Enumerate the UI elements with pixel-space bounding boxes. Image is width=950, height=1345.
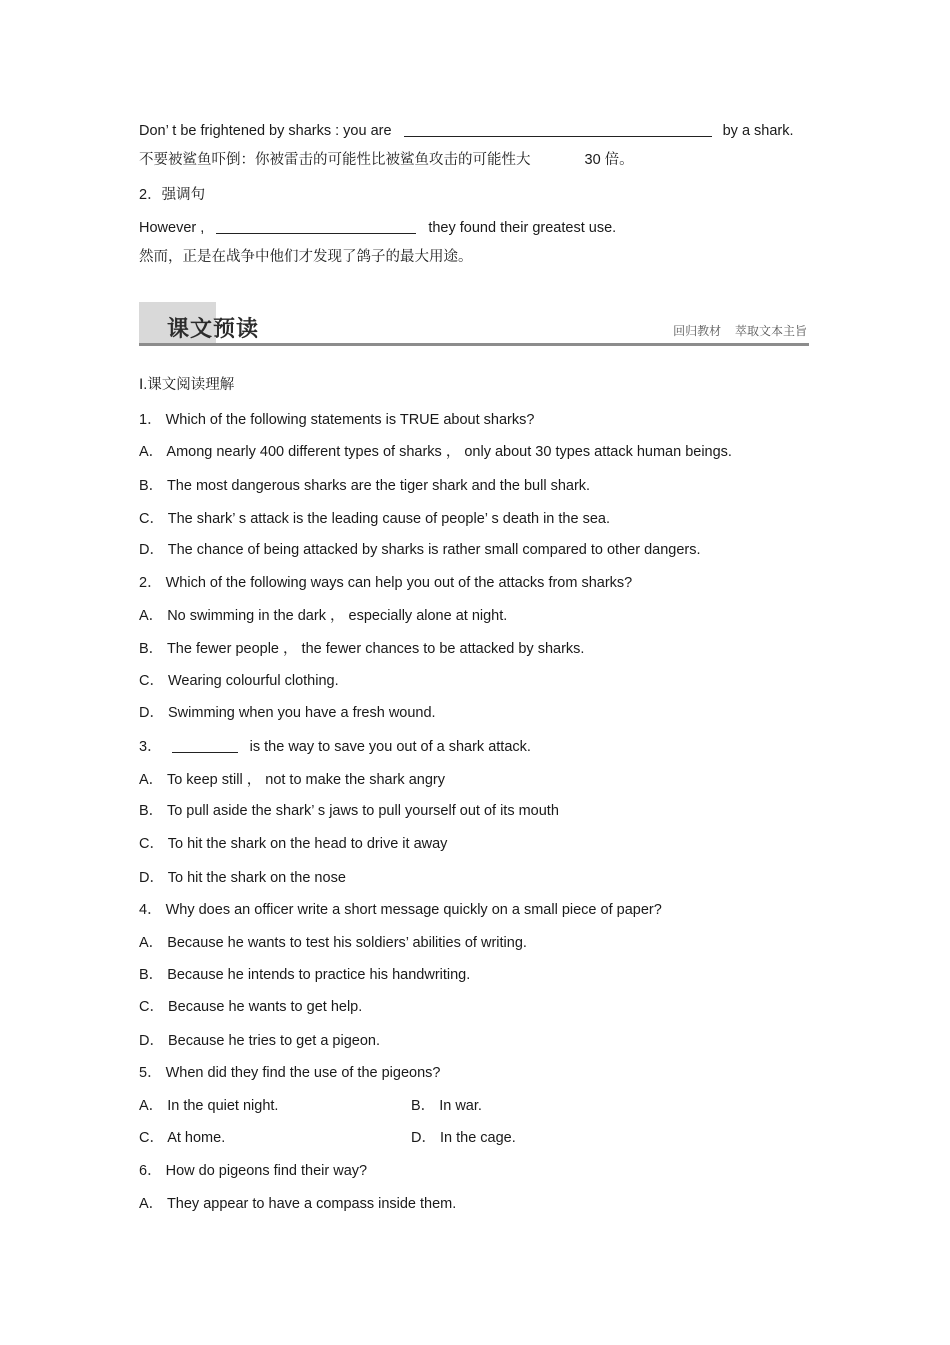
option-b: B． Because he intends to practice his handwriting. <box>139 967 471 983</box>
answer-blank[interactable] <box>172 738 238 753</box>
section-banner <box>139 302 809 346</box>
question-stem: 4． Why does an officer write a short message quickly on a small piece of paper? <box>139 902 662 918</box>
option-d: D． The chance of being attacked by sharks is rather small compared to other dangers. <box>139 542 701 558</box>
option-a: A． To keep still ， not to make the shark angry <box>139 772 445 788</box>
question-stem: 6． How do pigeons find their way? <box>139 1163 368 1179</box>
banner-divider <box>139 343 809 346</box>
option-c: C． Because he wants to get help. <box>139 999 363 1015</box>
section-title: Ⅰ.课文阅读理解 <box>139 377 235 393</box>
sentence-1-prefix: Don’ t be frightened by sharks : you are <box>139 123 392 139</box>
option-b: B． The most dangerous sharks are the tiger shark and the bull shark. <box>139 478 591 494</box>
option-d: D． To hit the shark on the nose <box>139 870 346 886</box>
stem-suffix: is the way to save you out of a shark attack. <box>249 739 531 755</box>
banner-tags <box>663 322 807 339</box>
question-stem: 2． Which of the following ways can help you out of the attacks from sharks? <box>139 575 633 591</box>
option-c: C． Wearing colourful clothing. <box>139 673 339 689</box>
option-b: B． In war. <box>411 1098 482 1114</box>
banner-title: 课文预读 <box>167 317 260 342</box>
banner-tag-1: 回归教材 <box>673 324 722 338</box>
option-a: A． Among nearly 400 different types of sharks ， only about 30 types attack human beings. <box>139 444 732 460</box>
sentence-2-prefix: However , <box>139 220 205 236</box>
option-d: D． Swimming when you have a fresh wound. <box>139 705 436 721</box>
option-d: D． In the cage. <box>411 1130 516 1146</box>
sentence-1-suffix: by a shark. <box>722 123 794 139</box>
sentence-2-suffix: they found their greatest use. <box>428 220 617 236</box>
option-a: A． In the quiet night. <box>139 1098 279 1114</box>
answer-blank[interactable] <box>404 122 712 137</box>
intro-sentence-1 <box>139 122 794 140</box>
option-c: C． At home. <box>139 1130 226 1146</box>
intro-sentence-2 <box>139 219 616 237</box>
option-d: D． Because he tries to get a pigeon. <box>139 1033 381 1049</box>
option-a: A． No swimming in the dark ， especially alone at night. <box>139 608 508 624</box>
stem-prefix: 3． <box>139 739 162 755</box>
answer-blank[interactable] <box>216 219 416 234</box>
question-stem <box>139 738 531 756</box>
option-b: B． To pull aside the shark’ s jaws to pull yourself out of its mouth <box>139 803 559 819</box>
question-stem: 5． When did they find the use of the pigeons? <box>139 1065 441 1081</box>
translation-1-text: 不要被鲨鱼吓倒：你被雷击的可能性比被鲨鱼攻击的可能性大 <box>139 152 531 168</box>
option-b: B． The fewer people ， the fewer chances to be attacked by sharks. <box>139 641 585 657</box>
option-a: A． Because he wants to test his soldiers’ abilities of writing. <box>139 935 527 951</box>
option-a: A． They appear to have a compass inside them. <box>139 1196 457 1212</box>
intro-heading-2: 2．强调句 <box>139 187 206 203</box>
question-stem: 1． Which of the following statements is TRUE about sharks? <box>139 412 535 428</box>
intro-translation-2: 然而，正是在战争中他们才发现了鸽子的最大用途。 <box>139 249 473 265</box>
option-c: C． The shark’ s attack is the leading cause of people’ s death in the sea. <box>139 511 610 527</box>
translation-1-number: 30 倍。 <box>584 152 634 168</box>
option-c: C． To hit the shark on the head to drive it away <box>139 836 448 852</box>
banner-tag-2: 萃取文本主旨 <box>734 324 807 338</box>
intro-translation-1 <box>139 151 634 169</box>
